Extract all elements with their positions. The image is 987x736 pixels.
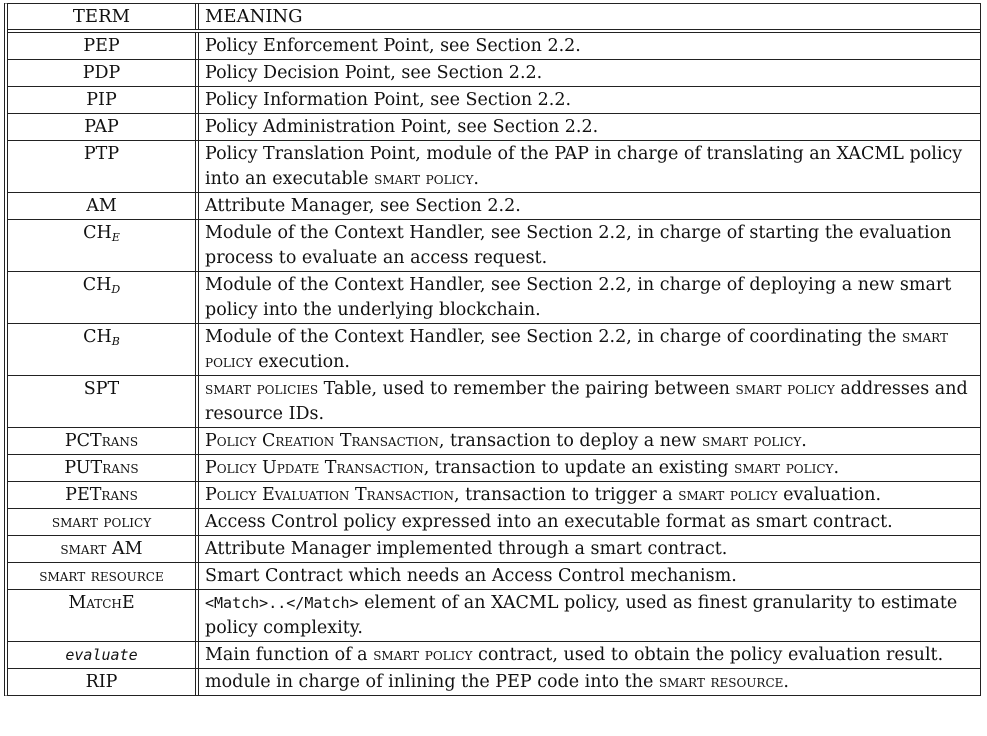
term-column-header: TERM xyxy=(8,4,199,29)
table-row xyxy=(8,141,980,193)
meaning-cell: Attribute Manager implemented through a smart contract. xyxy=(205,539,728,559)
term-base: CH xyxy=(83,223,112,243)
meaning-text: . xyxy=(801,431,807,451)
table-row xyxy=(8,642,980,669)
table-row xyxy=(8,87,980,114)
meaning-cell xyxy=(199,669,980,695)
table-row xyxy=(8,324,980,376)
meaning-column-header: MEANING xyxy=(205,6,303,27)
table-row xyxy=(8,376,980,428)
table-row xyxy=(8,509,980,536)
meaning-cell xyxy=(199,590,980,641)
term-smallcaps: rans xyxy=(101,485,138,505)
meaning-text: , transaction to update an existing xyxy=(423,458,735,478)
term-smallcaps: smart policy xyxy=(51,512,152,532)
meaning-text: . xyxy=(833,458,840,478)
table-row xyxy=(8,482,980,509)
meaning-smallcaps: smart policy xyxy=(735,379,835,399)
meaning-cell: Smart Contract which needs an Access Control mechanism. xyxy=(205,566,737,586)
term-text: PET xyxy=(65,485,102,505)
term-cell xyxy=(8,272,199,323)
meaning-smallcaps: Policy Creation Transaction xyxy=(205,431,439,451)
meaning-text: , transaction to trigger a xyxy=(454,485,679,505)
meaning-text: Policy Translation Point, module of the PAP in charge of translating an XACML policy into an executable xyxy=(205,144,963,189)
meaning-text: module in charge of inlining the PEP code into the xyxy=(205,672,659,692)
term-smallcaps: atch xyxy=(86,593,122,613)
term-cell: RIP xyxy=(8,669,199,695)
term-cell xyxy=(8,509,199,535)
term-cell: SPT xyxy=(8,376,199,427)
meaning-cell: Module of the Context Handler, see Section 2.2, in charge of starting the evaluation process to evaluate an access request. xyxy=(205,223,952,268)
meaning-cell xyxy=(199,482,980,508)
meaning-code: <Match>..</Match> xyxy=(205,594,359,612)
term-cell: AM xyxy=(8,193,199,219)
meaning-text: . xyxy=(473,169,479,189)
table-row xyxy=(8,60,980,87)
table-header-row xyxy=(8,4,980,33)
meaning-cell xyxy=(199,376,980,427)
term-cell xyxy=(8,220,199,271)
table-row xyxy=(8,33,980,60)
meaning-text: addresses and resource IDs. xyxy=(205,379,968,424)
meaning-text: . xyxy=(783,672,789,692)
table-row xyxy=(8,193,980,220)
term-subscript: E xyxy=(111,231,120,244)
meaning-text: Module of the Context Handler, see Section 2.2, in charge of coordinating the xyxy=(205,327,902,347)
term-cell: PTP xyxy=(8,141,199,192)
term-cell xyxy=(8,482,199,508)
term-cell: PIP xyxy=(8,87,199,113)
term-text: E xyxy=(121,593,135,613)
term-code: evaluate xyxy=(65,646,138,664)
meaning-cell xyxy=(199,428,980,454)
meaning-smallcaps: smart policy xyxy=(374,169,474,189)
meaning-cell: Policy Information Point, see Section 2.2. xyxy=(205,90,572,110)
meaning-cell: Policy Enforcement Point, see Section 2.2. xyxy=(205,36,581,56)
meaning-cell xyxy=(199,455,980,481)
meaning-cell xyxy=(199,324,980,375)
meaning-cell: Policy Decision Point, see Section 2.2. xyxy=(205,63,543,83)
term-smallcaps: rans xyxy=(101,431,139,451)
term-text: AM xyxy=(106,539,143,559)
meaning-smallcaps: smart policies xyxy=(205,379,319,399)
meaning-text: evaluation. xyxy=(777,485,882,505)
meaning-text: Table, used to remember the pairing between xyxy=(318,379,736,399)
term-cell: PEP xyxy=(8,33,199,59)
table-row xyxy=(8,428,980,455)
term-text: M xyxy=(68,593,87,613)
meaning-smallcaps: smart policy xyxy=(701,431,802,451)
table-row xyxy=(8,455,980,482)
meaning-smallcaps: Policy Update Transaction xyxy=(205,458,424,478)
glossary-table xyxy=(4,3,981,696)
table-row xyxy=(8,220,980,272)
term-smallcaps: rans xyxy=(102,458,139,478)
meaning-smallcaps: smart policy xyxy=(734,458,834,478)
meaning-cell: Access Control policy expressed into an executable format as smart contract. xyxy=(205,512,893,532)
table-row xyxy=(8,272,980,324)
meaning-cell: Policy Administration Point, see Section 2.2. xyxy=(205,117,599,137)
term-cell xyxy=(8,428,199,454)
meaning-text: Main function of a xyxy=(205,645,374,665)
term-smallcaps: smart resource xyxy=(39,566,164,586)
term-cell xyxy=(8,563,199,589)
term-subscript: B xyxy=(111,335,120,348)
table-row xyxy=(8,590,980,642)
table-row xyxy=(8,563,980,590)
meaning-text: element of an XACML policy, used as finest granularity to estimate policy complexity. xyxy=(205,593,958,638)
meaning-cell xyxy=(199,642,980,668)
meaning-smallcaps: smart resource xyxy=(658,672,784,692)
term-base: CH xyxy=(82,275,112,295)
table-row xyxy=(8,669,980,695)
term-cell xyxy=(8,324,199,375)
term-base: CH xyxy=(83,327,112,347)
term-cell: PAP xyxy=(8,114,199,140)
term-text: PUT xyxy=(64,458,103,478)
meaning-text: , transaction to deploy a new xyxy=(438,431,702,451)
term-cell xyxy=(8,455,199,481)
meaning-cell: Attribute Manager, see Section 2.2. xyxy=(205,196,521,216)
meaning-text: contract, used to obtain the policy evaluation result. xyxy=(472,645,944,665)
term-cell xyxy=(8,642,199,668)
term-cell xyxy=(8,590,199,641)
table-row xyxy=(8,536,980,563)
term-text: PCT xyxy=(64,431,102,451)
term-subscript: D xyxy=(111,283,121,296)
meaning-smallcaps: smart policy xyxy=(678,485,778,505)
term-cell xyxy=(8,536,199,562)
meaning-smallcaps: Policy Evaluation Transaction xyxy=(205,485,455,505)
meaning-smallcaps: smart policy xyxy=(205,327,948,372)
meaning-cell xyxy=(199,141,980,192)
term-smallcaps: smart xyxy=(60,539,107,559)
term-cell: PDP xyxy=(8,60,199,86)
table-row xyxy=(8,114,980,141)
meaning-cell: Module of the Context Handler, see Section 2.2, in charge of deploying a new smart policy into the underlying blockchain. xyxy=(205,275,952,320)
meaning-smallcaps: smart policy xyxy=(373,645,473,665)
meaning-text: execution. xyxy=(252,352,350,372)
